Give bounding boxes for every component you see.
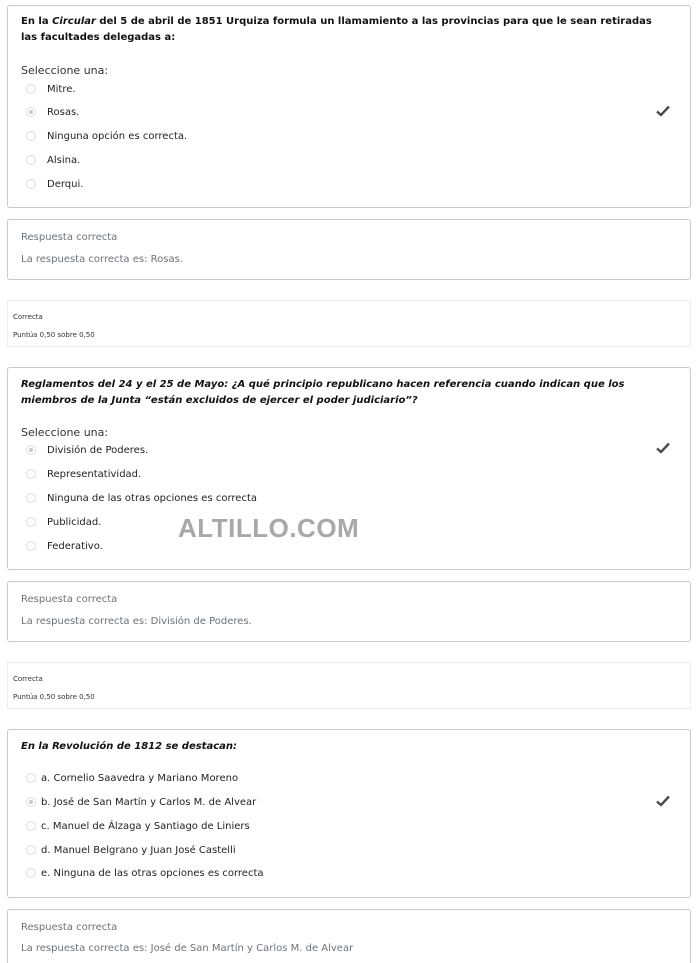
radio-icon[interactable] xyxy=(26,469,36,479)
feedback-title: Respuesta correcta xyxy=(21,232,118,243)
question-text: En la Revolución de 1812 se destacan: xyxy=(21,741,238,752)
checkmark-icon xyxy=(656,105,670,117)
status-label: Correcta xyxy=(13,675,43,683)
radio-icon[interactable] xyxy=(26,155,36,165)
answer-option[interactable]: Publicidad. xyxy=(26,514,101,530)
radio-icon[interactable] xyxy=(26,517,36,527)
answer-option[interactable]: c. Manuel de Álzaga y Santiago de Liniers xyxy=(26,818,250,834)
question-status-2 xyxy=(7,662,691,709)
question-text: Reglamentos del 24 y el 25 de Mayo: ¿A qué principio republicano hacen referencia cuando indican que los miembros de la Junta “están excluidos de ejercer el poder judiciario”? xyxy=(21,379,625,406)
status-label: Correcta xyxy=(13,313,43,321)
answer-option[interactable]: Derqui. xyxy=(26,176,83,192)
radio-icon[interactable] xyxy=(26,797,36,807)
radio-icon[interactable] xyxy=(26,493,36,503)
feedback-answer: La respuesta correcta es: José de San Martín y Carlos M. de Alvear xyxy=(21,943,354,954)
score-label: Puntúa 0,50 sobre 0,50 xyxy=(13,331,95,339)
answer-option-selected[interactable]: b. José de San Martín y Carlos M. de Alvear xyxy=(26,794,256,810)
answer-option-selected[interactable]: División de Poderes. xyxy=(26,442,148,458)
answer-option[interactable]: Federativo. xyxy=(26,538,103,554)
answer-option[interactable]: Alsina. xyxy=(26,152,80,168)
radio-icon[interactable] xyxy=(26,179,36,189)
feedback-box-2 xyxy=(7,581,691,642)
radio-icon[interactable] xyxy=(26,131,36,141)
checkmark-icon xyxy=(656,442,670,454)
feedback-answer: La respuesta correcta es: Rosas. xyxy=(21,254,183,265)
question-text: En la Circular del 5 de abril de 1851 Urquiza formula un llamamiento a las provincias para que le sean retiradas las facultades delegadas a: xyxy=(21,16,652,43)
radio-icon[interactable] xyxy=(26,445,36,455)
answer-option[interactable]: Ninguna opción es correcta. xyxy=(26,128,187,144)
checkmark-icon xyxy=(656,795,670,807)
radio-icon[interactable] xyxy=(26,541,36,551)
feedback-title: Respuesta correcta xyxy=(21,594,118,605)
answer-option[interactable]: e. Ninguna de las otras opciones es correcta xyxy=(26,865,264,881)
question-card-3 xyxy=(7,729,691,898)
answer-option[interactable]: d. Manuel Belgrano y Juan José Castelli xyxy=(26,842,236,858)
question-status-1 xyxy=(7,300,691,347)
select-prompt: Seleccione una: xyxy=(21,64,109,77)
answer-option[interactable]: Representatividad. xyxy=(26,466,141,482)
radio-icon[interactable] xyxy=(26,107,36,117)
answer-option[interactable]: Mitre. xyxy=(26,81,76,97)
watermark: ALTILLO.COM xyxy=(178,513,360,543)
select-prompt: Seleccione una: xyxy=(21,426,109,439)
feedback-answer: La respuesta correcta es: División de Poderes. xyxy=(21,616,252,627)
radio-icon[interactable] xyxy=(26,868,36,878)
score-label: Puntúa 0,50 sobre 0,50 xyxy=(13,693,95,701)
answer-option[interactable]: Ninguna de las otras opciones es correcta xyxy=(26,490,257,506)
feedback-box-1 xyxy=(7,219,691,280)
feedback-box-3 xyxy=(7,909,691,963)
radio-icon[interactable] xyxy=(26,821,36,831)
answer-option[interactable]: a. Cornelio Saavedra y Mariano Moreno xyxy=(26,770,238,786)
radio-icon[interactable] xyxy=(26,845,36,855)
question-card-1 xyxy=(7,5,691,208)
radio-icon[interactable] xyxy=(26,84,36,94)
feedback-title: Respuesta correcta xyxy=(21,922,118,933)
answer-option-selected[interactable]: Rosas. xyxy=(26,104,79,120)
radio-icon[interactable] xyxy=(26,773,36,783)
